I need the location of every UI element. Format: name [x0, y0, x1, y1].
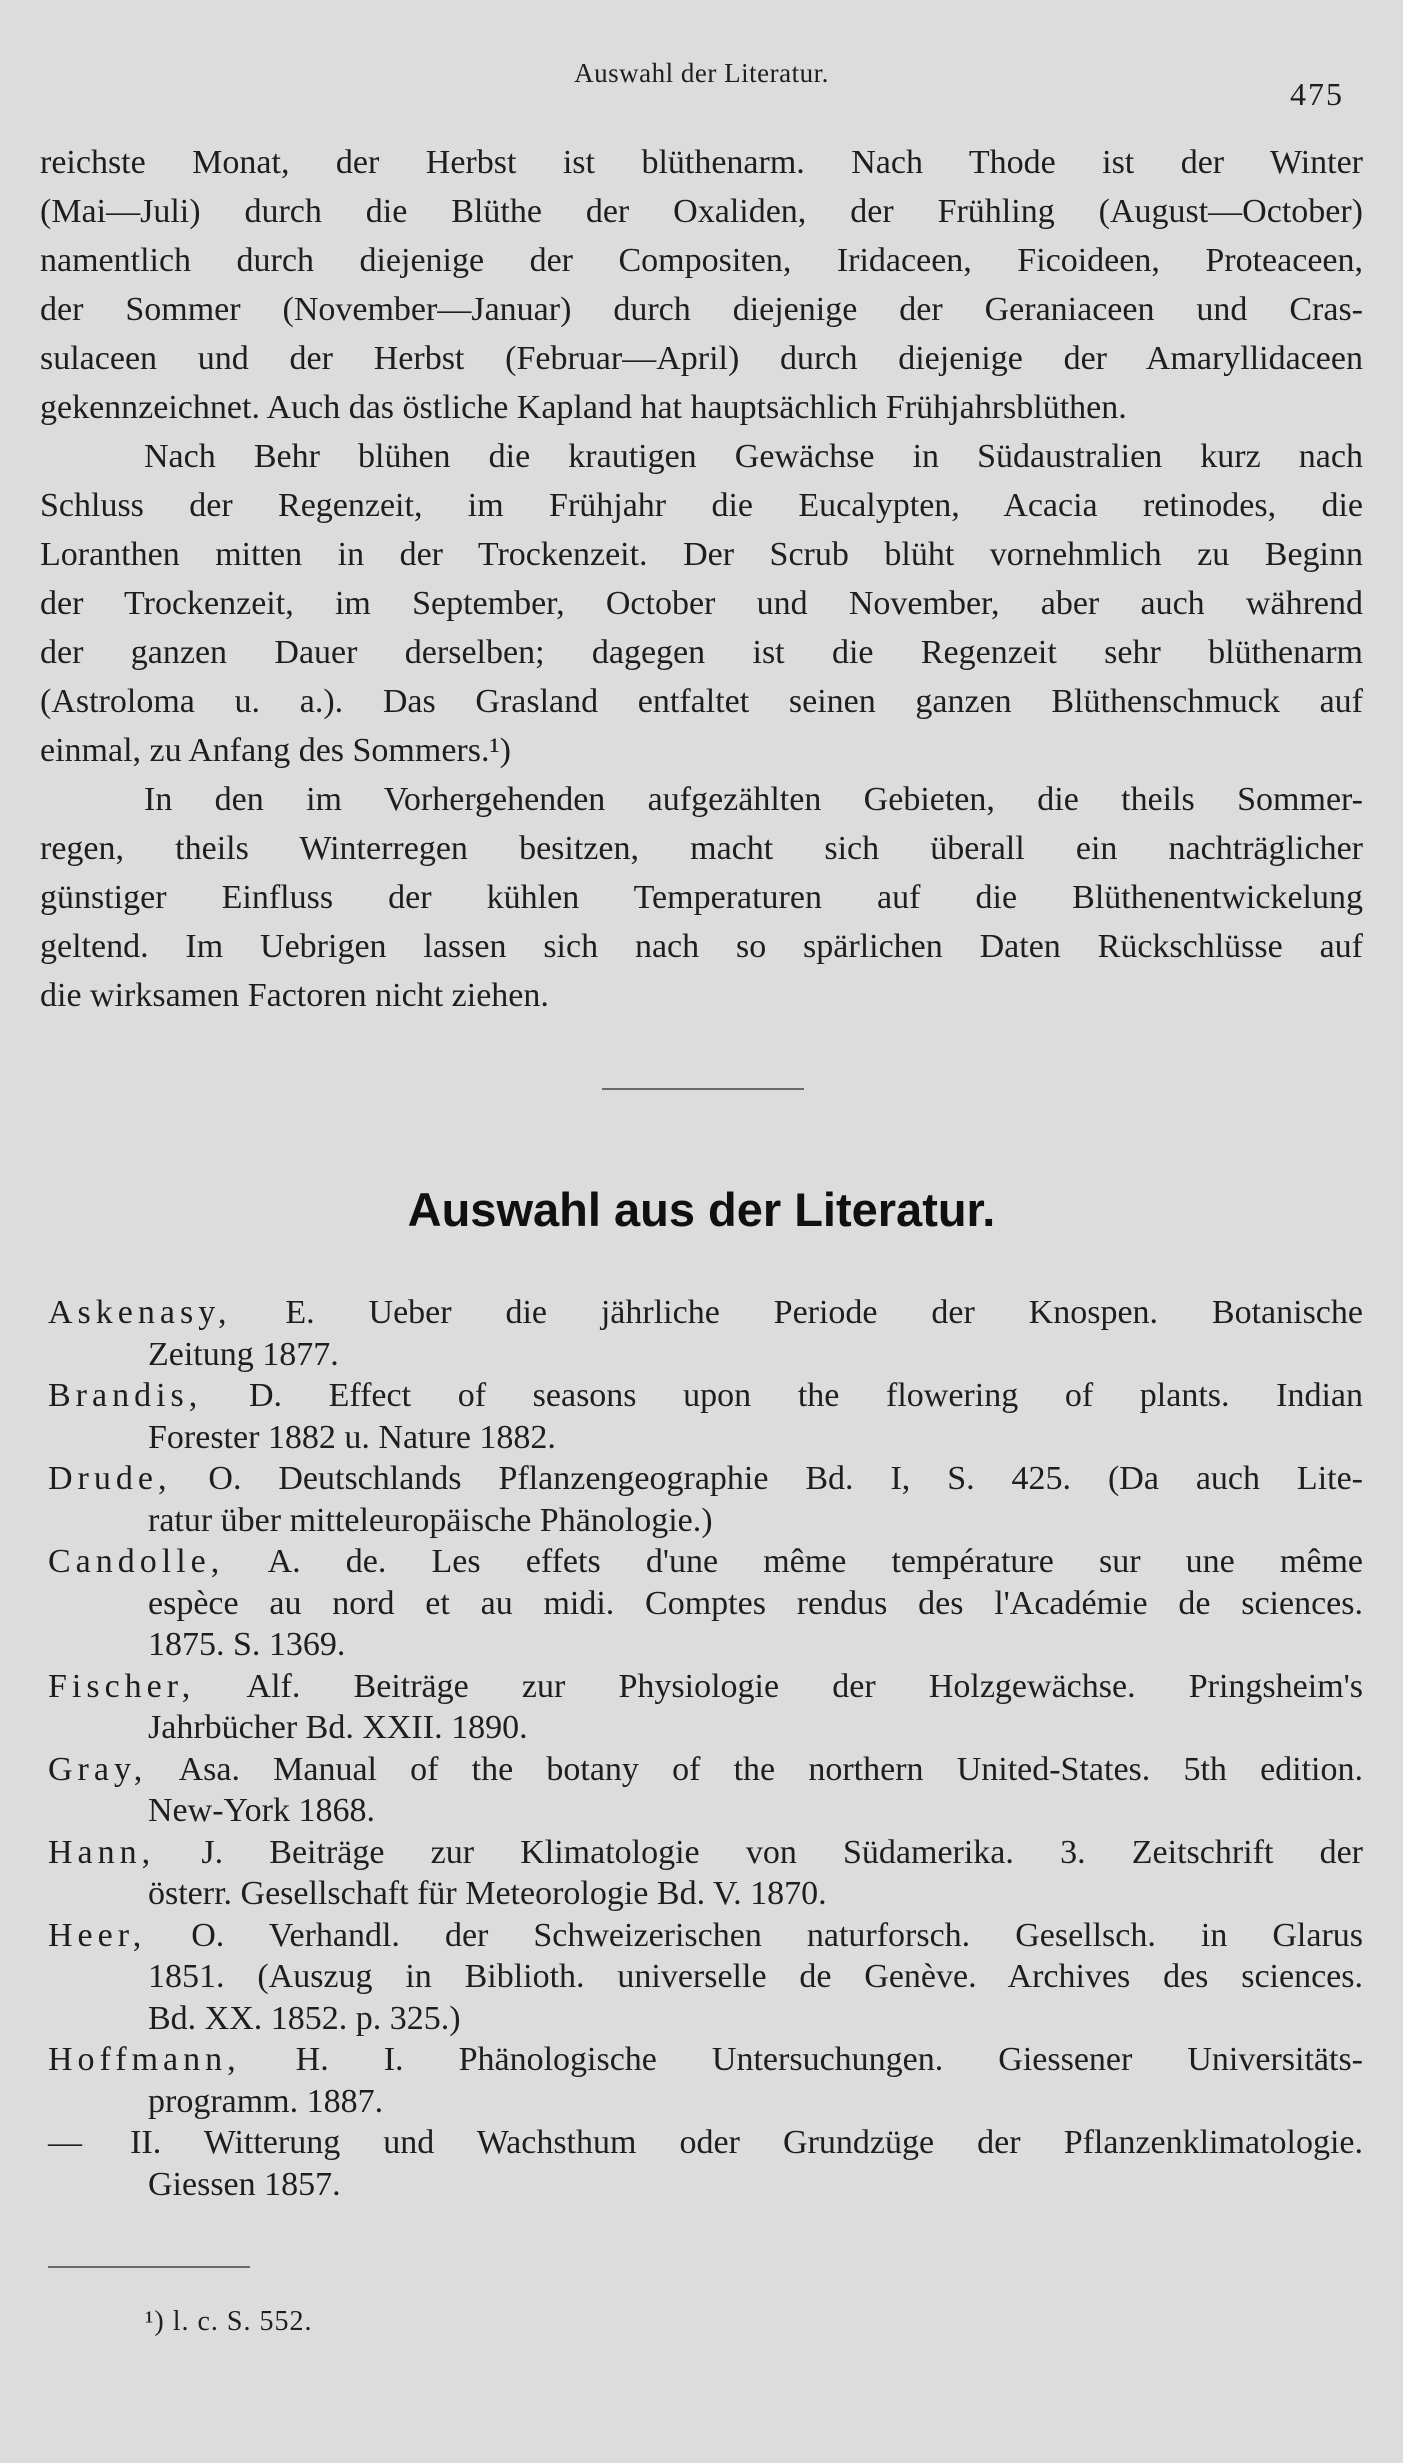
- bib-entry: [48, 1832, 1363, 1915]
- bib-entry: [48, 1666, 1363, 1749]
- bib-author: Candolle,: [48, 1543, 225, 1580]
- text-line: reichste Monat, der Herbst ist blüthenarm. Nach Thode ist der Winter: [40, 144, 1363, 181]
- bibliography: [48, 1292, 1363, 2205]
- bib-text: Jahrbücher Bd. XXII. 1890.: [148, 1709, 528, 1746]
- running-title: Auswahl der Literatur.: [574, 58, 829, 88]
- bib-entry: [48, 1292, 1363, 1375]
- bib-text: A. de. Les effets d'une même température sur une même: [267, 1543, 1364, 1580]
- bib-entry: [48, 1375, 1363, 1458]
- bib-entry: [48, 1915, 1363, 2040]
- section-divider: [602, 1088, 804, 1090]
- bib-text: J. Beiträge zur Klimatologie von Südamerika. 3. Zeitschrift der: [201, 1833, 1363, 1871]
- text-line: Nach Behr blühen die krautigen Gewächse in Südaustralien kurz nach: [144, 438, 1363, 475]
- bib-entry: [48, 2122, 1363, 2205]
- bib-text: ratur über mitteleuropäische Phänologie.): [148, 1501, 713, 1539]
- bib-author: Hann,: [48, 1833, 156, 1871]
- bib-text: Asa. Manual of the botany of the northern United-States. 5th edition.: [178, 1750, 1364, 1788]
- text-line: der Sommer (November—Januar) durch diejenige der Geraniaceen und Cras-: [40, 291, 1363, 328]
- bib-text: österr. Gesellschaft für Meteorologie Bd. V. 1870.: [148, 1875, 827, 1912]
- bib-text: O. Verhandl. der Schweizerischen naturforsch. Gesellsch. in Glarus: [191, 1916, 1364, 1954]
- bib-text: programm. 1887.: [148, 2082, 384, 2120]
- bib-author: Fischer,: [48, 1667, 196, 1705]
- bib-text: New-York 1868.: [148, 1792, 375, 1829]
- bib-text: Forester 1882 u. Nature 1882.: [148, 1418, 556, 1456]
- footnote: ¹) l. c. S. 552.: [145, 2306, 313, 2337]
- text-line: In den im Vorhergehenden aufgezählten Gebieten, die theils Sommer-: [144, 781, 1363, 818]
- text-line: gekennzeichnet. Auch das östliche Kapland hat hauptsächlich Frühjahrsblüthen.: [40, 389, 1127, 426]
- bib-author: —: [48, 2124, 87, 2161]
- bib-entry: [48, 1749, 1363, 1832]
- text-line: (Mai—Juli) durch die Blüthe der Oxaliden, der Frühling (August—October): [40, 193, 1363, 230]
- text-line: der ganzen Dauer derselben; dagegen ist die Regenzeit sehr blüthenarm: [40, 634, 1363, 671]
- text-line: sulaceen und der Herbst (Februar—April) durch diejenige der Amaryllidaceen: [40, 340, 1363, 377]
- bib-text: D. Effect of seasons upon the flowering of plants. Indian: [248, 1377, 1364, 1414]
- text-line: einmal, zu Anfang des Sommers.¹): [40, 732, 511, 769]
- text-line: (Astroloma u. a.). Das Grasland entfaltet seinen ganzen Blüthenschmuck auf: [40, 683, 1363, 720]
- bib-author: Drude,: [48, 1460, 172, 1497]
- bib-author: Gray,: [48, 1750, 148, 1788]
- text-line: Schluss der Regenzeit, im Frühjahr die Eucalypten, Acacia retinodes, die: [40, 487, 1363, 524]
- text-line: günstiger Einfluss der kühlen Temperaturen auf die Blüthenentwickelung: [40, 879, 1363, 916]
- bib-text: 1875. S. 1369.: [148, 1626, 346, 1663]
- text-line: der Trockenzeit, im September, October und November, aber auch während: [40, 585, 1363, 622]
- bib-text: E. Ueber die jährliche Periode der Knospen. Botanische: [285, 1294, 1363, 1331]
- text-line: die wirksamen Factoren nicht ziehen.: [40, 977, 549, 1014]
- bib-text: Giessen 1857.: [148, 2165, 341, 2203]
- page-number: 475: [1290, 76, 1344, 112]
- body-text: [40, 138, 1363, 1020]
- bib-author: Askenasy,: [48, 1294, 232, 1331]
- bib-author: Brandis,: [48, 1377, 203, 1414]
- bib-text: Zeitung 1877.: [148, 1335, 339, 1373]
- bib-author: Heer,: [48, 1916, 147, 1954]
- bib-text: II. Witterung und Wachsthum oder Grundzüge der Pflanzenklimatologie.: [130, 2124, 1364, 2161]
- bib-entry: [48, 1458, 1363, 1541]
- text-line: Loranthen mitten in der Trockenzeit. Der Scrub blüht vornehmlich zu Beginn: [40, 536, 1363, 573]
- bib-text: 1851. (Auszug in Biblioth. universelle de Genève. Archives des sciences.: [148, 1958, 1363, 1995]
- footnote-rule: [48, 2266, 250, 2268]
- text-line: namentlich durch diejenige der Compositen, Iridaceen, Ficoideen, Proteaceen,: [40, 242, 1363, 279]
- bib-text: Bd. XX. 1852. p. 325.): [148, 1999, 461, 2037]
- bib-text: espèce au nord et au midi. Comptes rendus des l'Académie de sciences.: [148, 1584, 1363, 1622]
- bib-text: O. Deutschlands Pflanzengeographie Bd. I, S. 425. (Da auch Lite-: [208, 1460, 1364, 1497]
- bib-entry: [48, 2039, 1363, 2122]
- bib-text: Alf. Beiträge zur Physiologie der Holzgewächse. Pringsheim's: [246, 1667, 1364, 1705]
- text-line: geltend. Im Uebrigen lassen sich nach so spärlichen Daten Rückschlüsse auf: [40, 928, 1363, 965]
- bib-text: H. I. Phänologische Untersuchungen. Giessener Universitäts-: [295, 2041, 1363, 2078]
- bib-entry: [48, 1541, 1363, 1666]
- bib-author: Hoffmann,: [48, 2041, 241, 2078]
- text-line: regen, theils Winterregen besitzen, macht sich überall ein nachträglicher: [40, 830, 1363, 867]
- section-title: Auswahl aus der Literatur.: [407, 1183, 996, 1236]
